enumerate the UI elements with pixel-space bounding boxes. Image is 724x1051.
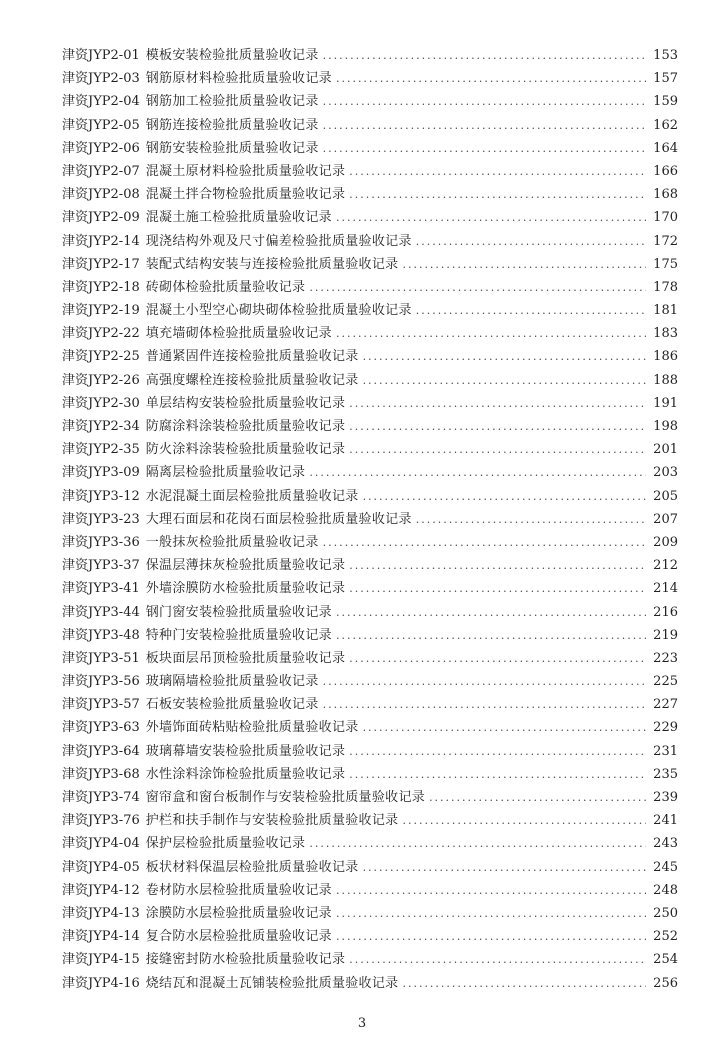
- toc-entry-title: 复合防水层检验批质量验收记录: [145, 929, 332, 945]
- toc-dot-leader: [402, 809, 646, 832]
- toc-entry[interactable]: [62, 276, 678, 299]
- toc-entry-page: 198: [653, 419, 678, 434]
- toc-entry-page: 157: [653, 71, 678, 87]
- toc-entry[interactable]: [62, 948, 678, 971]
- toc-entry-page: 191: [653, 395, 678, 411]
- toc-dot-leader: [349, 740, 646, 763]
- toc-entry[interactable]: [62, 902, 678, 925]
- toc-entry-page: 239: [653, 790, 678, 805]
- toc-entry-code: 津资JYP2-35: [62, 442, 140, 458]
- toc-entry-page: 227: [653, 697, 678, 713]
- toc-entry-title: 石板安装检验批质量验收记录: [145, 697, 319, 713]
- toc-entry-page: 159: [653, 94, 678, 110]
- toc-entry-code: 津资JYP2-03: [62, 71, 140, 87]
- toc-dot-leader: [309, 461, 646, 484]
- toc-entry-page: 186: [653, 349, 678, 365]
- toc-entry-code: 津资JYP2-34: [62, 419, 140, 434]
- toc-entry-title: 防火涂料涂装检验批质量验收记录: [145, 442, 346, 458]
- toc-entry-title: 隔离层检验批质量验收记录: [145, 465, 306, 481]
- toc-dot-leader: [336, 624, 646, 647]
- toc-entry-page: 162: [653, 117, 678, 133]
- toc-dot-leader: [349, 647, 646, 670]
- toc-entry-code: 津资JYP3-56: [62, 674, 140, 690]
- toc-entry-page: 203: [653, 465, 678, 481]
- toc-entry-title: 保温层薄抹灰检验批质量验收记录: [145, 558, 346, 574]
- toc-entry-page: 205: [653, 488, 678, 504]
- toc-entry-title: 水性涂料涂饰检验批质量验收记录: [145, 766, 346, 782]
- toc-entry-page: 181: [653, 303, 678, 319]
- toc-entry[interactable]: [62, 206, 678, 229]
- toc-dot-leader: [363, 856, 646, 879]
- toc-entry[interactable]: [62, 647, 678, 670]
- toc-entry-code: 津资JYP2-08: [62, 187, 140, 203]
- toc-entry[interactable]: [62, 577, 678, 600]
- toc-entry-code: 津资JYP2-06: [62, 140, 140, 156]
- toc-dot-leader: [323, 137, 646, 160]
- toc-dot-leader: [336, 322, 646, 345]
- toc-entry[interactable]: [62, 601, 678, 624]
- toc-entry-title: 混凝土施工检验批质量验收记录: [145, 210, 332, 226]
- toc-entry-title: 水泥混凝土面层检验批质量验收记录: [145, 488, 359, 504]
- toc-entry-page: 166: [653, 163, 678, 179]
- toc-entry[interactable]: [62, 624, 678, 647]
- toc-entry-code: 津资JYP3-09: [62, 465, 140, 481]
- toc-entry-title: 钢门窗安装检验批质量验收记录: [145, 604, 332, 620]
- toc-dot-leader: [336, 206, 646, 229]
- toc-dot-leader: [336, 67, 646, 90]
- toc-entry-title: 护栏和扶手制作与安装检验批质量验收记录: [145, 813, 399, 829]
- toc-entry-title: 模板安装检验批质量验收记录: [145, 48, 319, 63]
- toc-entry-code: 津资JYP4-12: [62, 882, 140, 898]
- toc-entry[interactable]: [62, 508, 678, 531]
- toc-entry-title: 板块面层吊顶检验批质量验收记录: [145, 650, 346, 666]
- toc-entry-code: 津资JYP2-07: [62, 163, 140, 179]
- toc-entry[interactable]: [62, 253, 678, 276]
- toc-entry-page: 209: [653, 534, 678, 550]
- toc-entry-code: 津资JYP4-05: [62, 859, 140, 875]
- toc-entry-page: 256: [653, 975, 678, 991]
- toc-entry-page: 207: [653, 511, 678, 527]
- toc-dot-leader: [349, 948, 646, 971]
- toc-entry-title: 钢筋连接检验批质量验收记录: [145, 117, 319, 133]
- toc-entry[interactable]: [62, 554, 678, 577]
- toc-entry-title: 现浇结构外观及尺寸偏差检验批质量验收记录: [145, 233, 412, 249]
- toc-entry[interactable]: [62, 183, 678, 206]
- toc-entry-code: 津资JYP2-25: [62, 349, 140, 365]
- toc-entry-title: 砖砌体检验批质量验收记录: [145, 279, 306, 295]
- toc-entry-code: 津资JYP3-57: [62, 697, 140, 713]
- toc-dot-leader: [402, 253, 646, 276]
- toc-entry[interactable]: [62, 44, 678, 67]
- toc-entry-code: 津资JYP4-15: [62, 952, 140, 968]
- toc-entry-title: 烧结瓦和混凝土瓦铺装检验批质量验收记录: [145, 975, 399, 991]
- toc-entry-code: 津资JYP4-13: [62, 905, 140, 921]
- toc-entry[interactable]: [62, 322, 678, 345]
- toc-entry-title: 普通紧固件连接检验批质量验收记录: [145, 349, 359, 365]
- toc-entry[interactable]: [62, 856, 678, 879]
- toc-entry-code: 津资JYP2-19: [62, 303, 140, 319]
- toc-entry-code: 津资JYP2-09: [62, 210, 140, 226]
- toc-entry-title: 玻璃幕墙安装检验批质量验收记录: [145, 743, 346, 759]
- toc-entry[interactable]: [62, 670, 678, 693]
- toc-entry[interactable]: [62, 345, 678, 368]
- toc-dot-leader: [323, 114, 646, 137]
- toc-entry-title: 接缝密封防水检验批质量验收记录: [145, 952, 346, 968]
- toc-entry-page: 170: [653, 210, 678, 226]
- toc-dot-leader: [349, 183, 646, 206]
- toc-entry[interactable]: [62, 67, 678, 90]
- toc-entry-code: 津资JYP3-63: [62, 720, 140, 736]
- toc-entry-page: 254: [653, 952, 678, 968]
- toc-entry-code: 津资JYP2-30: [62, 395, 140, 411]
- toc-entry-page: 219: [653, 627, 678, 643]
- toc-entry-page: 248: [653, 882, 678, 898]
- toc-entry[interactable]: [62, 392, 678, 415]
- toc-entry-title: 大理石面层和花岗石面层检验批质量验收记录: [145, 511, 412, 527]
- toc-dot-leader: [309, 832, 646, 855]
- toc-entry-title: 玻璃隔墙检验批质量验收记录: [145, 674, 319, 690]
- toc-entry-title: 特种门安装检验批质量验收记录: [145, 627, 332, 643]
- toc-entry[interactable]: [62, 485, 678, 508]
- toc-dot-leader: [363, 485, 646, 508]
- toc-entry-page: 153: [653, 48, 678, 63]
- toc-entry-code: 津资JYP3-76: [62, 813, 140, 829]
- toc-entry-page: 168: [653, 187, 678, 203]
- toc-entry-page: 241: [653, 813, 678, 829]
- toc-entry-title: 填充墙砌体检验批质量验收记录: [145, 326, 332, 342]
- toc-dot-leader: [323, 531, 646, 554]
- toc-entry-page: 212: [653, 558, 678, 574]
- toc-dot-leader: [363, 716, 646, 739]
- toc-entry-code: 津资JYP3-74: [62, 790, 140, 805]
- toc-dot-leader: [336, 601, 646, 624]
- toc-entry-title: 混凝土拌合物检验批质量验收记录: [145, 187, 346, 203]
- toc-entry-title: 保护层检验批质量验收记录: [145, 836, 306, 852]
- toc-dot-leader: [349, 415, 646, 438]
- toc-entry-page: 178: [653, 279, 678, 295]
- toc-entry-code: 津资JYP3-37: [62, 558, 140, 574]
- toc-entry[interactable]: [62, 832, 678, 855]
- toc-entry[interactable]: [62, 531, 678, 554]
- toc-entry-title: 窗帘盒和窗台板制作与安装检验批质量验收记录: [145, 790, 426, 805]
- toc-entry-code: 津资JYP2-14: [62, 233, 140, 249]
- toc-entry-title: 钢筋安装检验批质量验收记录: [145, 140, 319, 156]
- toc-entry-code: 津资JYP3-41: [62, 581, 140, 597]
- toc-dot-leader: [323, 670, 646, 693]
- toc-entry-title: 板状材料保温层检验批质量验收记录: [145, 859, 359, 875]
- toc-dot-leader: [349, 438, 646, 461]
- toc-entry-title: 钢筋加工检验批质量验收记录: [145, 94, 319, 110]
- toc-dot-leader: [323, 90, 646, 113]
- toc-entry[interactable]: [62, 693, 678, 716]
- toc-entry-page: 164: [653, 140, 678, 156]
- toc-dot-leader: [349, 577, 646, 600]
- toc-entry[interactable]: [62, 786, 678, 809]
- toc-entry[interactable]: [62, 299, 678, 322]
- toc-entry-page: 243: [653, 836, 678, 852]
- toc-dot-leader: [323, 44, 646, 67]
- toc-entry-page: 229: [653, 720, 678, 736]
- toc-entry-code: 津资JYP3-51: [62, 650, 140, 666]
- toc-entry-code: 津资JYP3-12: [62, 488, 140, 504]
- toc-entry-code: 津资JYP3-36: [62, 534, 140, 550]
- toc-entry-title: 单层结构安装检验批质量验收记录: [145, 395, 346, 411]
- toc-entry-page: 216: [653, 604, 678, 620]
- toc-entry-title: 混凝土原材料检验批质量验收记录: [145, 163, 346, 179]
- toc-dot-leader: [416, 230, 646, 253]
- toc-entry-page: 214: [653, 581, 678, 597]
- toc-entry[interactable]: [62, 763, 678, 786]
- toc-entry-code: 津资JYP2-26: [62, 372, 140, 388]
- toc-entry-title: 卷材防水层检验批质量验收记录: [145, 882, 332, 898]
- toc-entry[interactable]: [62, 461, 678, 484]
- toc-entry-title: 装配式结构安装与连接检验批质量验收记录: [145, 256, 399, 272]
- toc-entry-code: 津资JYP3-44: [62, 604, 140, 620]
- toc-entry-code: 津资JYP2-22: [62, 326, 140, 342]
- toc-entry[interactable]: [62, 809, 678, 832]
- toc-entry-code: 津资JYP2-04: [62, 94, 140, 110]
- table-of-contents: [62, 44, 678, 995]
- toc-dot-leader: [309, 276, 646, 299]
- toc-dot-leader: [416, 508, 646, 531]
- toc-entry[interactable]: [62, 137, 678, 160]
- toc-entry-code: 津资JYP3-64: [62, 743, 140, 759]
- toc-dot-leader: [336, 902, 646, 925]
- toc-dot-leader: [349, 554, 646, 577]
- toc-dot-leader: [349, 392, 646, 415]
- toc-dot-leader: [336, 879, 646, 902]
- toc-entry-page: 201: [653, 442, 678, 458]
- toc-dot-leader: [402, 972, 646, 995]
- toc-entry[interactable]: [62, 90, 678, 113]
- toc-entry-title: 高强度螺栓连接检验批质量验收记录: [145, 372, 359, 388]
- toc-entry[interactable]: [62, 925, 678, 948]
- toc-dot-leader: [429, 786, 646, 809]
- toc-dot-leader: [416, 299, 646, 322]
- toc-entry-code: 津资JYP2-01: [62, 48, 140, 63]
- toc-entry-title: 外墙涂膜防水检验批质量验收记录: [145, 581, 346, 597]
- toc-entry-page: 235: [653, 766, 678, 782]
- toc-entry-code: 津资JYP2-18: [62, 279, 140, 295]
- toc-entry-title: 防腐涂料涂装检验批质量验收记录: [145, 419, 346, 434]
- toc-entry[interactable]: [62, 415, 678, 438]
- toc-dot-leader: [336, 925, 646, 948]
- toc-entry-code: 津资JYP2-17: [62, 256, 140, 272]
- toc-dot-leader: [349, 160, 646, 183]
- toc-entry-code: 津资JYP2-05: [62, 117, 140, 133]
- page-number: 3: [357, 1016, 367, 1031]
- toc-entry[interactable]: [62, 230, 678, 253]
- toc-entry-page: 223: [653, 650, 678, 666]
- toc-entry-code: 津资JYP4-14: [62, 929, 140, 945]
- toc-entry[interactable]: [62, 740, 678, 763]
- toc-entry[interactable]: [62, 160, 678, 183]
- toc-dot-leader: [349, 763, 646, 786]
- toc-entry[interactable]: [62, 114, 678, 137]
- toc-dot-leader: [363, 345, 646, 368]
- toc-entry-page: 231: [653, 743, 678, 759]
- toc-entry-page: 225: [653, 674, 678, 690]
- toc-entry-title: 外墙饰面砖粘贴检验批质量验收记录: [145, 720, 359, 736]
- toc-dot-leader: [363, 369, 646, 392]
- toc-entry-title: 一般抹灰检验批质量验收记录: [145, 534, 319, 550]
- toc-entry-code: 津资JYP3-68: [62, 766, 140, 782]
- toc-entry[interactable]: [62, 716, 678, 739]
- toc-entry-page: 183: [653, 326, 678, 342]
- toc-entry-code: 津资JYP4-16: [62, 975, 140, 991]
- toc-entry-page: 175: [653, 256, 678, 272]
- toc-entry-code: 津资JYP3-48: [62, 627, 140, 643]
- toc-entry-title: 钢筋原材料检验批质量验收记录: [145, 71, 332, 87]
- toc-entry-title: 混凝土小型空心砌块砌体检验批质量验收记录: [145, 303, 412, 319]
- toc-entry[interactable]: [62, 972, 678, 995]
- toc-dot-leader: [323, 693, 646, 716]
- toc-entry-page: 250: [653, 905, 678, 921]
- toc-entry[interactable]: [62, 438, 678, 461]
- toc-entry-page: 245: [653, 859, 678, 875]
- toc-entry-code: 津资JYP4-04: [62, 836, 140, 852]
- toc-entry[interactable]: [62, 879, 678, 902]
- toc-entry-page: 172: [653, 233, 678, 249]
- toc-entry-page: 188: [653, 372, 678, 388]
- toc-entry-title: 涂膜防水层检验批质量验收记录: [145, 905, 332, 921]
- toc-entry[interactable]: [62, 369, 678, 392]
- toc-entry-page: 252: [653, 929, 678, 945]
- toc-entry-code: 津资JYP3-23: [62, 511, 140, 527]
